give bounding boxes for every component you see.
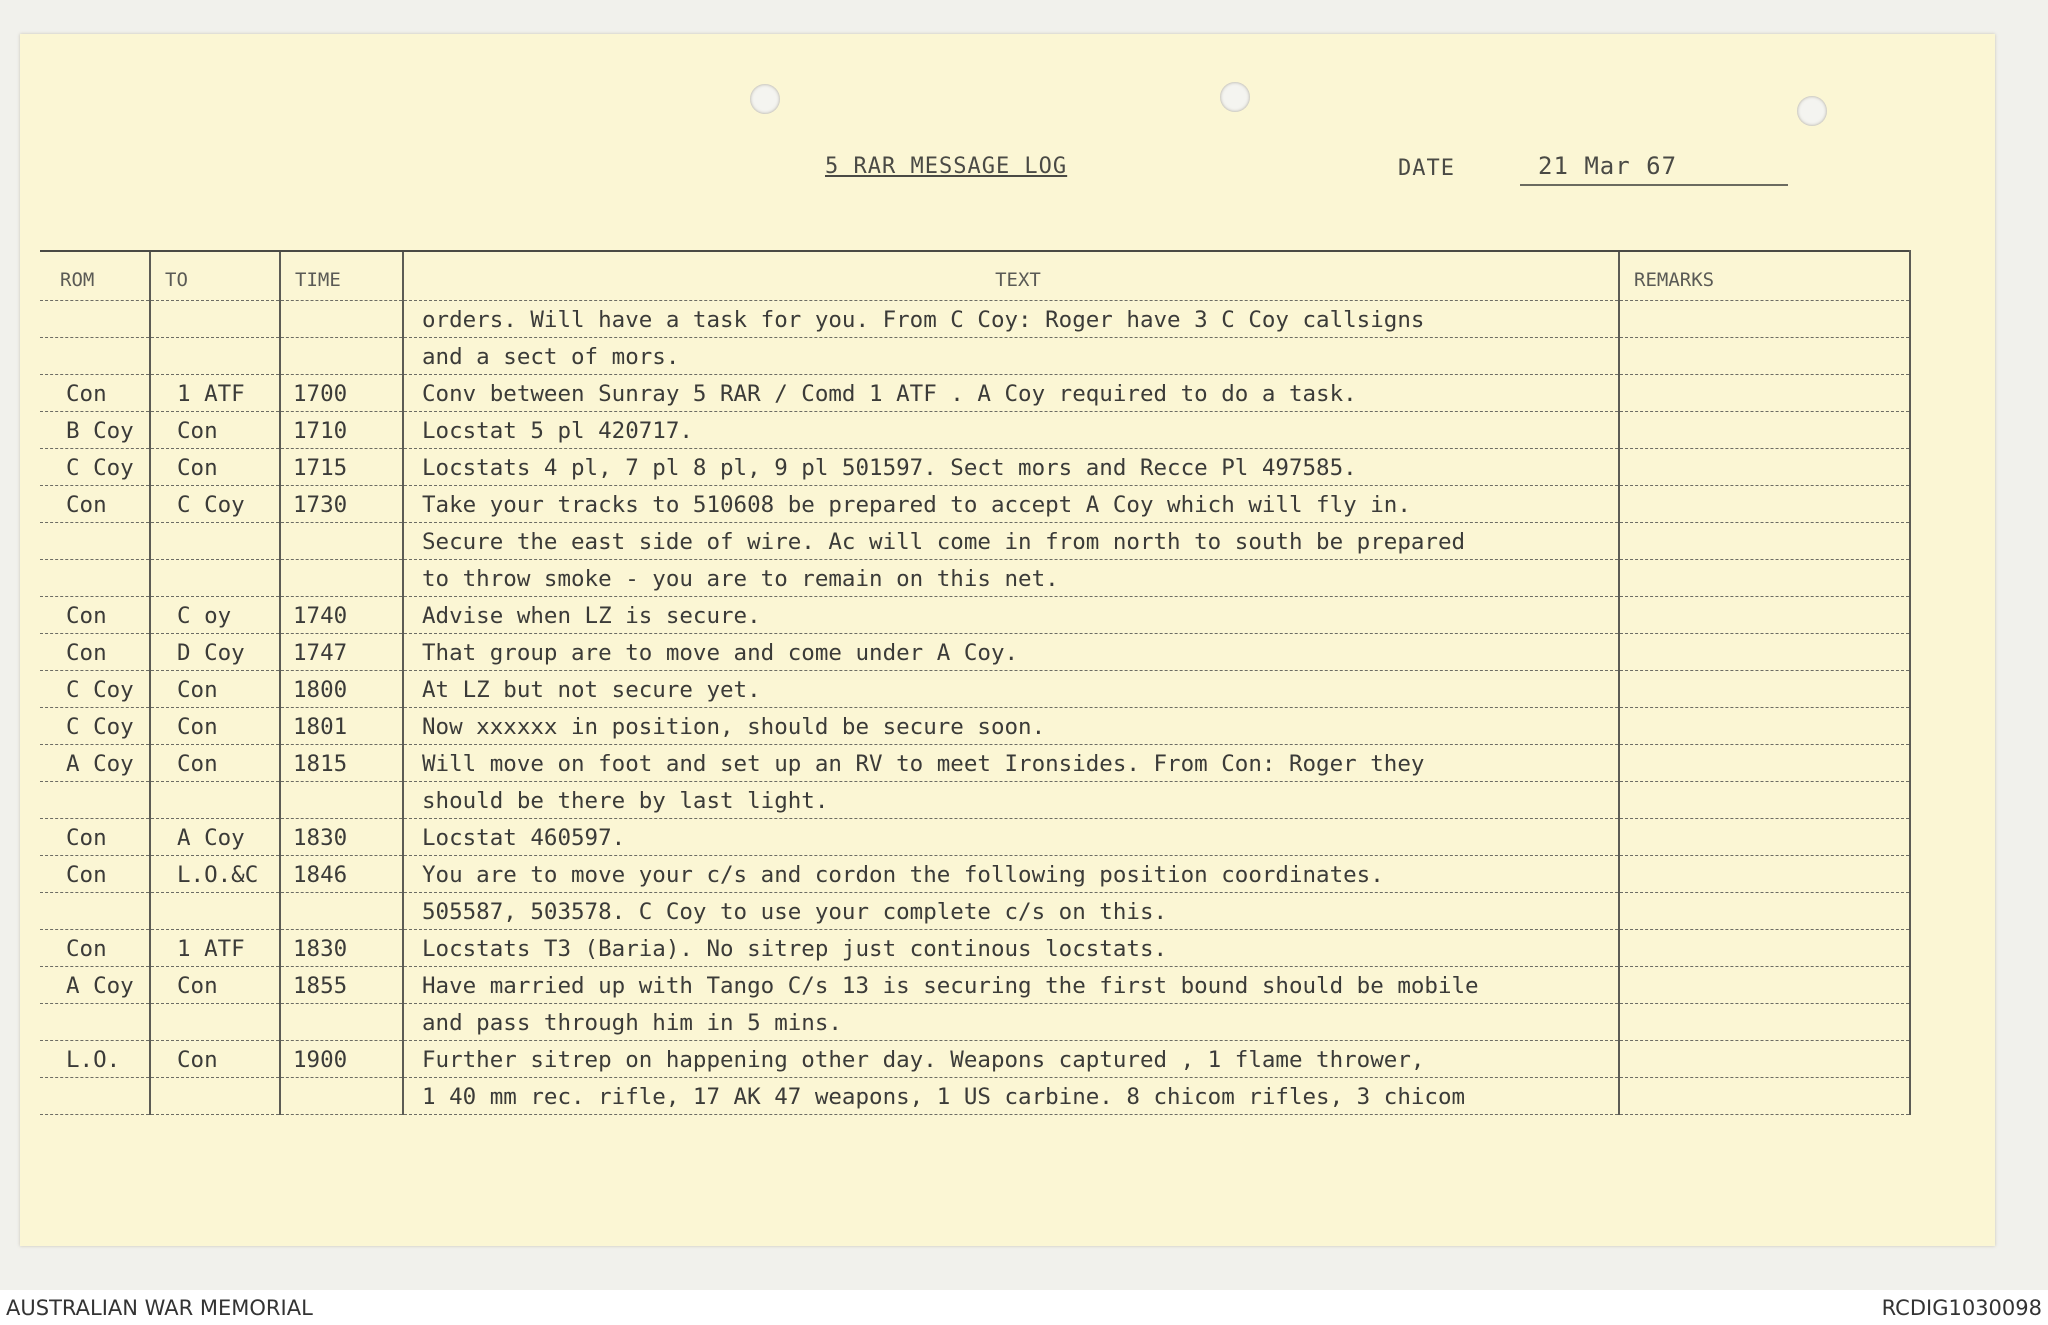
cell-remarks — [1619, 671, 1910, 708]
table-row — [40, 486, 1910, 523]
cell-time — [280, 301, 403, 338]
cell-text: That group are to move and come under A Coy. — [403, 634, 1619, 671]
cell-from — [40, 1078, 150, 1115]
cell-from: L.O. — [40, 1041, 150, 1078]
cell-to — [150, 560, 280, 597]
log-rows — [40, 301, 1910, 1115]
cell-remarks — [1619, 523, 1910, 560]
message-log-table — [40, 250, 1911, 1115]
cell-text: Will move on foot and set up an RV to meet Ironsides. From Con: Roger they — [403, 745, 1619, 782]
date-value: 21 Mar 67 — [1520, 152, 1788, 186]
cell-to: Con — [150, 745, 280, 782]
punch-hole — [1797, 96, 1827, 126]
cell-to — [150, 1004, 280, 1041]
cell-remarks — [1619, 782, 1910, 819]
cell-from: Con — [40, 856, 150, 893]
cell-from — [40, 1004, 150, 1041]
cell-to — [150, 523, 280, 560]
cell-remarks — [1619, 708, 1910, 745]
cell-text: Secure the east side of wire. Ac will come in from north to south be prepared — [403, 523, 1619, 560]
table-row — [40, 856, 1910, 893]
cell-from — [40, 782, 150, 819]
cell-from: Con — [40, 634, 150, 671]
cell-text: and a sect of mors. — [403, 338, 1619, 375]
cell-to: 1 ATF — [150, 930, 280, 967]
cell-text: should be there by last light. — [403, 782, 1619, 819]
cell-time: 1900 — [280, 1041, 403, 1078]
cell-from: C Coy — [40, 708, 150, 745]
cell-remarks — [1619, 856, 1910, 893]
cell-to: Con — [150, 671, 280, 708]
cell-from: C Coy — [40, 449, 150, 486]
cell-time — [280, 1004, 403, 1041]
cell-to: C Coy — [150, 486, 280, 523]
cell-remarks — [1619, 449, 1910, 486]
cell-time: 1747 — [280, 634, 403, 671]
cell-to: A Coy — [150, 819, 280, 856]
cell-from — [40, 301, 150, 338]
cell-remarks — [1619, 560, 1910, 597]
cell-time — [280, 338, 403, 375]
cell-text: Locstat 460597. — [403, 819, 1619, 856]
cell-text: Further sitrep on happening other day. Weapons captured , 1 flame thrower, — [403, 1041, 1619, 1078]
column-header-time: TIME — [280, 251, 403, 301]
table-row — [40, 1004, 1910, 1041]
cell-to — [150, 301, 280, 338]
cell-time: 1830 — [280, 930, 403, 967]
cell-from — [40, 560, 150, 597]
table-row — [40, 449, 1910, 486]
cell-from — [40, 523, 150, 560]
cell-to: Con — [150, 449, 280, 486]
cell-text: and pass through him in 5 mins. — [403, 1004, 1619, 1041]
cell-to — [150, 782, 280, 819]
column-header-text: TEXT — [403, 251, 1619, 301]
punch-hole — [1220, 82, 1250, 112]
cell-from: C Coy — [40, 671, 150, 708]
cell-time — [280, 1078, 403, 1115]
cell-remarks — [1619, 486, 1910, 523]
cell-to — [150, 338, 280, 375]
cell-text: Locstats T3 (Baria). No sitrep just continous locstats. — [403, 930, 1619, 967]
cell-text: Locstat 5 pl 420717. — [403, 412, 1619, 449]
cell-remarks — [1619, 301, 1910, 338]
table-row — [40, 893, 1910, 930]
cell-remarks — [1619, 819, 1910, 856]
cell-remarks — [1619, 597, 1910, 634]
cell-remarks — [1619, 634, 1910, 671]
cell-time — [280, 560, 403, 597]
cell-remarks — [1619, 1078, 1910, 1115]
cell-to: 1 ATF — [150, 375, 280, 412]
cell-from: Con — [40, 930, 150, 967]
cell-from: A Coy — [40, 967, 150, 1004]
log-title: 5 RAR MESSAGE LOG — [825, 154, 1068, 179]
cell-time: 1846 — [280, 856, 403, 893]
cell-time: 1800 — [280, 671, 403, 708]
cell-remarks — [1619, 1004, 1910, 1041]
table-row — [40, 671, 1910, 708]
column-header-remarks: REMARKS — [1619, 251, 1910, 301]
cell-remarks — [1619, 967, 1910, 1004]
table-row — [40, 1041, 1910, 1078]
table-row — [40, 745, 1910, 782]
cell-to: Con — [150, 967, 280, 1004]
table-row — [40, 967, 1910, 1004]
cell-from: Con — [40, 486, 150, 523]
footer-archive-name: AUSTRALIAN WAR MEMORIAL — [6, 1296, 313, 1320]
cell-time: 1710 — [280, 412, 403, 449]
table-row — [40, 412, 1910, 449]
cell-time: 1801 — [280, 708, 403, 745]
cell-to — [150, 893, 280, 930]
cell-text: to throw smoke - you are to remain on this net. — [403, 560, 1619, 597]
cell-from — [40, 338, 150, 375]
table-row — [40, 597, 1910, 634]
cell-time: 1730 — [280, 486, 403, 523]
cell-text: You are to move your c/s and cordon the following position coordinates. — [403, 856, 1619, 893]
cell-from: B Coy — [40, 412, 150, 449]
cell-text: At LZ but not secure yet. — [403, 671, 1619, 708]
cell-text: Now xxxxxx in position, should be secure soon. — [403, 708, 1619, 745]
column-header-from: ROM — [40, 251, 150, 301]
cell-from: Con — [40, 597, 150, 634]
table-row — [40, 338, 1910, 375]
cell-text: Conv between Sunray 5 RAR / Comd 1 ATF . A Coy required to do a task. — [403, 375, 1619, 412]
table-row — [40, 930, 1910, 967]
cell-from — [40, 893, 150, 930]
table-row — [40, 634, 1910, 671]
cell-time: 1855 — [280, 967, 403, 1004]
cell-text: 505587, 503578. C Coy to use your complete c/s on this. — [403, 893, 1619, 930]
cell-from: Con — [40, 375, 150, 412]
cell-to: L.O.&C — [150, 856, 280, 893]
punch-hole — [750, 84, 780, 114]
cell-text: orders. Will have a task for you. From C Coy: Roger have 3 C Coy callsigns — [403, 301, 1619, 338]
cell-time — [280, 893, 403, 930]
cell-text: Take your tracks to 510608 be prepared to accept A Coy which will fly in. — [403, 486, 1619, 523]
cell-time: 1830 — [280, 819, 403, 856]
cell-time: 1815 — [280, 745, 403, 782]
table-row — [40, 819, 1910, 856]
table-row — [40, 782, 1910, 819]
table-row — [40, 523, 1910, 560]
cell-to: D Coy — [150, 634, 280, 671]
cell-time — [280, 523, 403, 560]
cell-text: Advise when LZ is secure. — [403, 597, 1619, 634]
date-label: DATE — [1398, 156, 1455, 181]
table-row — [40, 301, 1910, 338]
cell-remarks — [1619, 1041, 1910, 1078]
cell-time: 1700 — [280, 375, 403, 412]
cell-to — [150, 1078, 280, 1115]
table-row — [40, 708, 1910, 745]
cell-text: 1 40 mm rec. rifle, 17 AK 47 weapons, 1 US carbine. 8 chicom rifles, 3 chicom — [403, 1078, 1619, 1115]
message-log-sheet — [20, 34, 1995, 1246]
cell-text: Locstats 4 pl, 7 pl 8 pl, 9 pl 501597. Sect mors and Recce Pl 497585. — [403, 449, 1619, 486]
cell-remarks — [1619, 893, 1910, 930]
cell-time: 1715 — [280, 449, 403, 486]
cell-remarks — [1619, 745, 1910, 782]
table-row — [40, 375, 1910, 412]
cell-time — [280, 782, 403, 819]
table-header-row — [40, 251, 1910, 301]
cell-remarks — [1619, 930, 1910, 967]
cell-to: C oy — [150, 597, 280, 634]
cell-text: Have married up with Tango C/s 13 is securing the first bound should be mobile — [403, 967, 1619, 1004]
cell-remarks — [1619, 338, 1910, 375]
cell-remarks — [1619, 375, 1910, 412]
cell-time: 1740 — [280, 597, 403, 634]
footer-record-id: RCDIG1030098 — [1881, 1296, 2042, 1320]
table-row — [40, 1078, 1910, 1115]
cell-from: Con — [40, 819, 150, 856]
table-row — [40, 560, 1910, 597]
cell-remarks — [1619, 412, 1910, 449]
cell-to: Con — [150, 708, 280, 745]
cell-to: Con — [150, 1041, 280, 1078]
cell-from: A Coy — [40, 745, 150, 782]
column-header-to: TO — [150, 251, 280, 301]
cell-to: Con — [150, 412, 280, 449]
